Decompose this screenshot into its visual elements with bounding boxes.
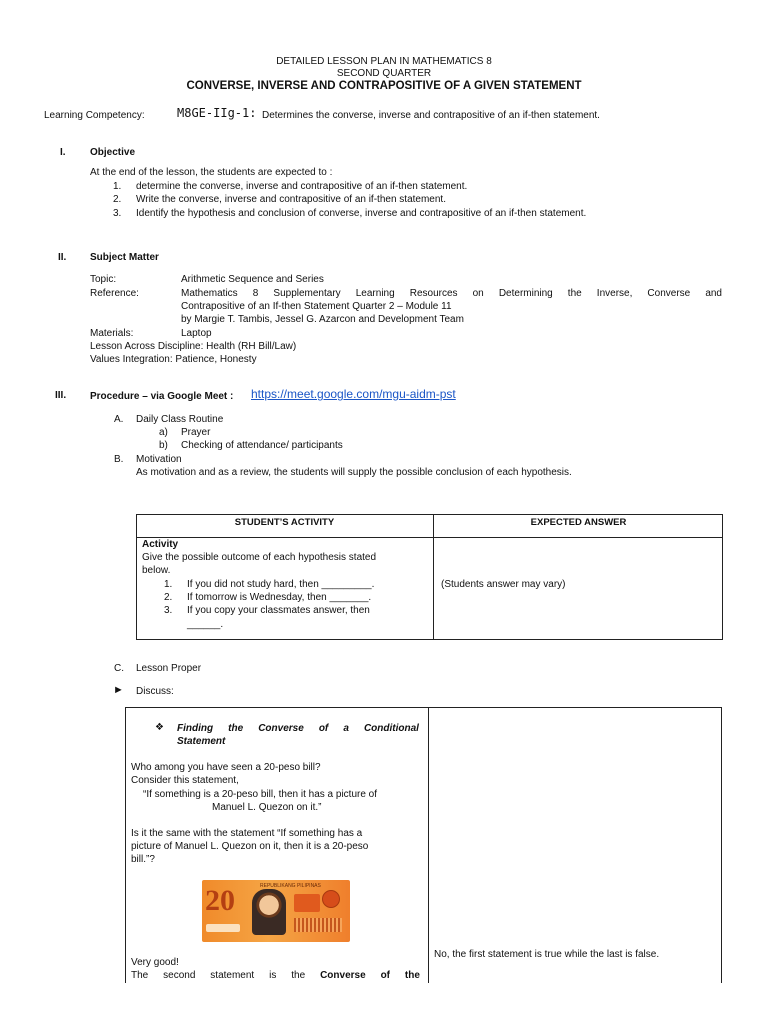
activity-instruction: below.	[142, 565, 171, 576]
objective-item-num: 2.	[113, 194, 122, 205]
topic-label: Topic:	[90, 274, 117, 285]
values-integration: Values Integration: Patience, Honesty	[90, 354, 257, 365]
activity-col-header: STUDENT’S ACTIVITY	[234, 517, 335, 528]
table-divider	[433, 514, 434, 640]
activity-item-text: If tomorrow is Wednesday, then _______.	[187, 592, 372, 603]
reference-line: Contrapositive of an If-then Statement Quarter 2 – Module 11	[181, 301, 452, 312]
bill-emblem	[322, 890, 340, 908]
activity-item-num: 2.	[164, 592, 173, 603]
objective-item-text: determine the converse, inverse and contrapositive of an if-then statement.	[136, 181, 468, 192]
heading-word: Converse	[258, 723, 304, 734]
lesson-across-discipline: Lesson Across Discipline: Health (RH Bill/Law)	[90, 341, 297, 352]
heading-word: Conditional	[363, 723, 419, 734]
bill-serial	[206, 924, 240, 932]
topic-value: Arithmetic Sequence and Series	[181, 274, 324, 285]
subject-heading: Subject Matter	[90, 252, 159, 263]
discuss-quote: Manuel L. Quezon on it.”	[212, 802, 322, 813]
discuss-text: Consider this statement,	[131, 775, 239, 786]
doc-header-line1: DETAILED LESSON PLAN IN MATHEMATICS 8	[276, 56, 492, 67]
discuss-question: Who among you have seen a 20-peso bill?	[131, 762, 321, 773]
reference-authors: by Margie T. Tambis, Jessel G. Azarcon and Development Team	[181, 314, 464, 325]
objective-item-text: Identify the hypothesis and conclusion of converse, inverse and contrapositive of an if-then statement.	[136, 208, 587, 219]
activity-item-blank: ______.	[187, 619, 224, 630]
heading-word: the	[228, 723, 244, 734]
routine-item-num: a)	[159, 427, 168, 438]
materials-value: Laptop	[181, 328, 212, 339]
objective-heading: Objective	[90, 147, 136, 158]
portrait-icon	[252, 889, 286, 935]
diamond-bullet-icon: ❖	[155, 722, 164, 733]
doc-title: CONVERSE, INVERSE AND CONTRAPOSITIVE OF A GIVEN STATEMENT	[186, 80, 582, 92]
discuss-question: bill.”?	[131, 854, 155, 865]
activity-item-text: If you copy your classmates answer, then	[187, 605, 370, 616]
procedure-a-text: Daily Class Routine	[136, 414, 224, 425]
routine-item-text: Prayer	[181, 427, 211, 438]
bill-seal	[294, 894, 320, 912]
section-number-1: I.	[60, 147, 66, 158]
google-meet-link[interactable]: https://meet.google.com/mgu-aidm-pst	[251, 387, 456, 401]
table-divider	[136, 537, 723, 538]
conclusion-word: second	[163, 970, 196, 981]
routine-item-text: Checking of attendance/ participants	[181, 440, 343, 451]
heading-word: of	[318, 723, 329, 734]
objective-item-num: 1.	[113, 181, 122, 192]
bill-text: REPUBLIKANG PILIPINAS	[260, 883, 321, 889]
expected-answer-col-header: EXPECTED ANSWER	[530, 517, 627, 528]
procedure-c-text: Lesson Proper	[136, 663, 202, 674]
conclusion-word: of	[380, 970, 391, 981]
procedure-heading: Procedure – via Google Meet :	[90, 391, 234, 402]
procedure-b-text: Motivation	[136, 454, 182, 465]
activity-instruction: Give the possible outcome of each hypothesis stated	[142, 552, 377, 563]
procedure-b-label: B.	[114, 454, 124, 465]
conclusion-word: The	[131, 970, 149, 981]
motivation-description: As motivation and as a review, the students will supply the possible conclusion of each hypothesis.	[136, 467, 572, 478]
discuss-expected-answer: No, the first statement is true while the last is false.	[434, 949, 660, 960]
activity-item-num: 1.	[164, 579, 173, 590]
competency-code: M8GE-IIg-1:	[177, 106, 257, 120]
heading-word: Finding	[177, 723, 214, 734]
competency-label: Learning Competency:	[44, 110, 145, 121]
section-number-3: III.	[55, 390, 67, 401]
reference-line: Mathematics 8 Supplementary Learning Resources on Determining the Inverse, Converse and	[181, 288, 722, 299]
objective-item-text: Write the converse, inverse and contrapositive of an if-then statement.	[136, 194, 446, 205]
discuss-response: Very good!	[131, 957, 179, 968]
objective-intro: At the end of the lesson, the students are expected to :	[90, 167, 333, 178]
routine-item-num: b)	[159, 440, 168, 451]
activity-table	[136, 514, 723, 640]
discuss-heading	[177, 722, 419, 735]
bill-building	[294, 918, 342, 932]
conclusion-word: the	[404, 970, 420, 981]
procedure-a-label: A.	[114, 414, 124, 425]
materials-label: Materials:	[90, 328, 134, 339]
activity-expected-answer: (Students answer may vary)	[441, 579, 566, 590]
twenty-peso-bill-image	[202, 880, 350, 942]
reference-label: Reference:	[90, 288, 139, 299]
conclusion-word: Converse	[320, 970, 366, 981]
activity-title: Activity	[142, 539, 179, 550]
conclusion-word: is	[269, 970, 277, 981]
discuss-conclusion	[131, 969, 420, 982]
procedure-c-label: C.	[114, 663, 124, 674]
discuss-heading-cont: Statement	[177, 736, 226, 747]
discuss-quote: “If something is a 20-peso bill, then it has a picture of	[143, 789, 378, 800]
discuss-label: Discuss:	[136, 686, 174, 697]
section-number-2: II.	[58, 252, 67, 263]
triangle-bullet-icon: ►	[113, 684, 124, 696]
activity-item-text: If you did not study hard, then _________.	[187, 579, 375, 590]
bill-value: 20	[205, 884, 235, 917]
discuss-question: Is it the same with the statement “If something has a	[131, 828, 363, 839]
doc-header-line2: SECOND QUARTER	[336, 68, 432, 79]
table-divider	[428, 707, 429, 983]
discuss-question: picture of Manuel L. Quezon on it, then it is a 20-peso	[131, 841, 369, 852]
competency-text: Determines the converse, inverse and contrapositive of an if-then statement.	[262, 110, 600, 121]
activity-item-num: 3.	[164, 605, 173, 616]
conclusion-word: statement	[210, 970, 255, 981]
conclusion-word: the	[291, 970, 306, 981]
heading-word: a	[343, 723, 349, 734]
objective-item-num: 3.	[113, 208, 122, 219]
